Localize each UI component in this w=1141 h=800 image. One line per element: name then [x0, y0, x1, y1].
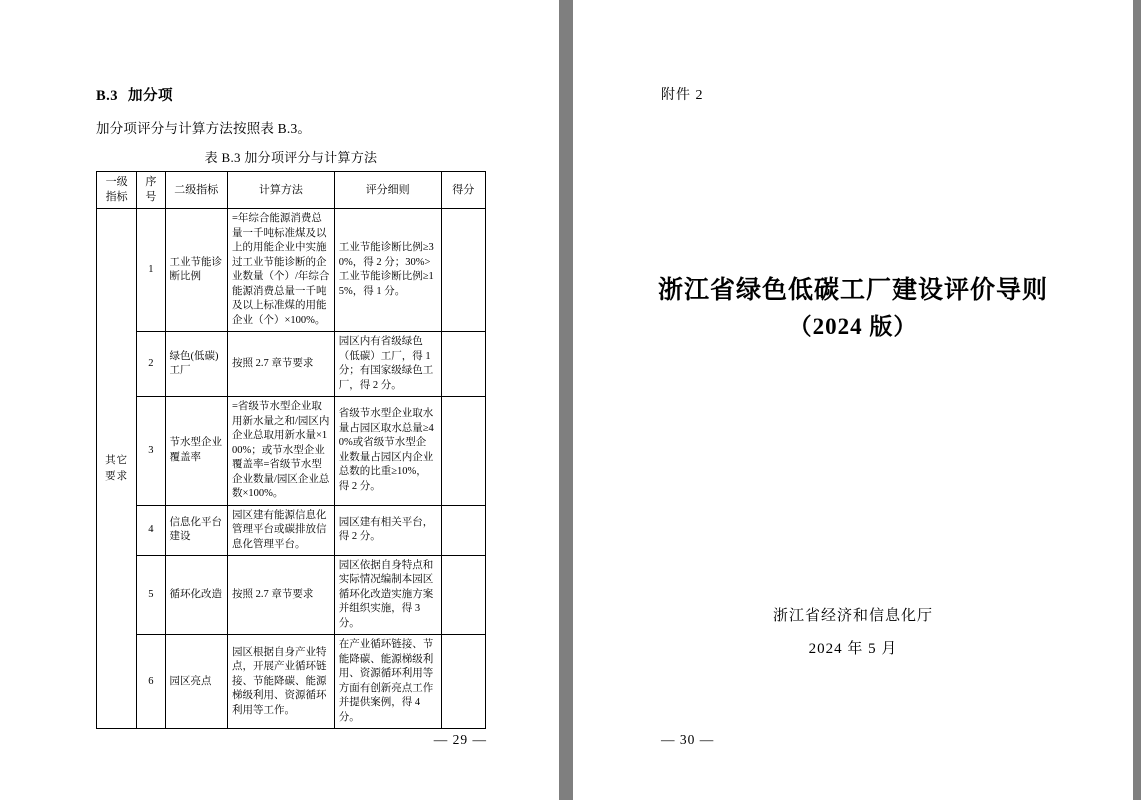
- cell-no: 3: [137, 397, 165, 505]
- document-title-line2: （2024 版）: [788, 313, 918, 339]
- cell-rule: 园区内有省级绿色（低碳）工厂，得 1 分；有国家级绿色工厂，得 2 分。: [334, 332, 441, 397]
- cell-level2: 园区亮点: [165, 635, 227, 729]
- issuer-block: [573, 600, 1133, 666]
- section-title: 加分项: [128, 88, 174, 104]
- page-number-left: — 29 —: [433, 732, 487, 747]
- cell-method: 园区根据自身产业特点，开展产业循环链接、节能降碳、能源梯级利用、资源循环利用等工作。: [227, 635, 334, 729]
- cell-level2: 信息化平台建设: [165, 505, 227, 555]
- document-page-right: [573, 0, 1133, 800]
- issuer-name: 浙江省经济和信息化厅: [772, 608, 933, 624]
- cell-score: [441, 505, 485, 555]
- document-title-line1: 浙江省绿色低碳工厂建设评价导则: [657, 277, 1048, 304]
- header-no: 序号: [137, 172, 165, 209]
- table-row: [97, 397, 486, 505]
- cell-level2: 工业节能诊断比例: [165, 209, 227, 332]
- section-heading: [96, 84, 486, 105]
- table-row: [97, 635, 486, 729]
- table-row: [97, 332, 486, 397]
- cell-score: [441, 635, 485, 729]
- table-row: [97, 505, 486, 555]
- cell-no: 2: [137, 332, 165, 397]
- cell-rule: 在产业循环链接、节能降碳、能源梯级利用、资源循环利用等方面有创新亮点工作并提供案例，得 4 分。: [334, 635, 441, 729]
- document-title: [573, 272, 1133, 344]
- cell-method: 园区建有能源信息化管理平台或碳排放信息化管理平台。: [227, 505, 334, 555]
- cell-score: [441, 556, 485, 635]
- cell-method: 按照 2.7 章节要求: [227, 332, 334, 397]
- cell-no: 6: [137, 635, 165, 729]
- table-caption: 表 B.3 加分项评分与计算方法: [204, 150, 378, 165]
- cell-level2: 循环化改造: [165, 556, 227, 635]
- cell-score: [441, 332, 485, 397]
- header-score: 得分: [441, 172, 485, 209]
- attachment-label: 附件 2: [661, 88, 704, 103]
- cell-level2: 节水型企业覆盖率: [165, 397, 227, 505]
- cell-no: 4: [137, 505, 165, 555]
- header-level1: 一级指标: [97, 172, 137, 209]
- document-page-left: [0, 0, 559, 800]
- header-method: 计算方法: [227, 172, 334, 209]
- cell-rule: 园区依据自身特点和实际情况编制本园区循环化改造实施方案并组织实施，得 3 分。: [334, 556, 441, 635]
- cell-rule: 省级节水型企业取水量占园区取水总量≥40%或省级节水型企业数量占园区内企业总数的比重≥10%，得 2 分。: [334, 397, 441, 505]
- cell-no: 5: [137, 556, 165, 635]
- table-header-row: [97, 172, 486, 209]
- cell-method: =年综合能源消费总量一千吨标准煤及以上的用能企业中实施过工业节能诊断的企业数量（个）/年综合能源消费总量一千吨及以上标准煤的用能企业（个）×100%。: [227, 209, 334, 332]
- intro-paragraph: 加分项评分与计算方法按照表 B.3。: [96, 121, 312, 136]
- issue-date: 2024 年 5 月: [808, 641, 898, 657]
- table-row: [97, 556, 486, 635]
- cell-score: [441, 209, 485, 332]
- header-level2: 二级指标: [165, 172, 227, 209]
- cell-method: =省级节水型企业取用新水量之和/园区内企业总取用新水量×100%；或节水型企业覆盖率=省级节水型企业数量/园区企业总数×100%。: [227, 397, 334, 505]
- section-number: B.3: [96, 88, 119, 104]
- cell-level2: 绿色(低碳)工厂: [165, 332, 227, 397]
- cell-group-label: 其它要求: [97, 209, 137, 729]
- cell-score: [441, 397, 485, 505]
- cell-method: 按照 2.7 章节要求: [227, 556, 334, 635]
- page-number-right: — 30 —: [661, 732, 715, 747]
- bonus-items-table: [96, 171, 486, 729]
- cell-rule: 园区建有相关平台，得 2 分。: [334, 505, 441, 555]
- page-left-content: [96, 84, 486, 729]
- header-rule: 评分细则: [334, 172, 441, 209]
- cell-no: 1: [137, 209, 165, 332]
- table-row: [97, 209, 486, 332]
- cell-rule: 工业节能诊断比例≥30%，得 2 分；30%>工业节能诊断比例≥15%，得 1 分。: [334, 209, 441, 332]
